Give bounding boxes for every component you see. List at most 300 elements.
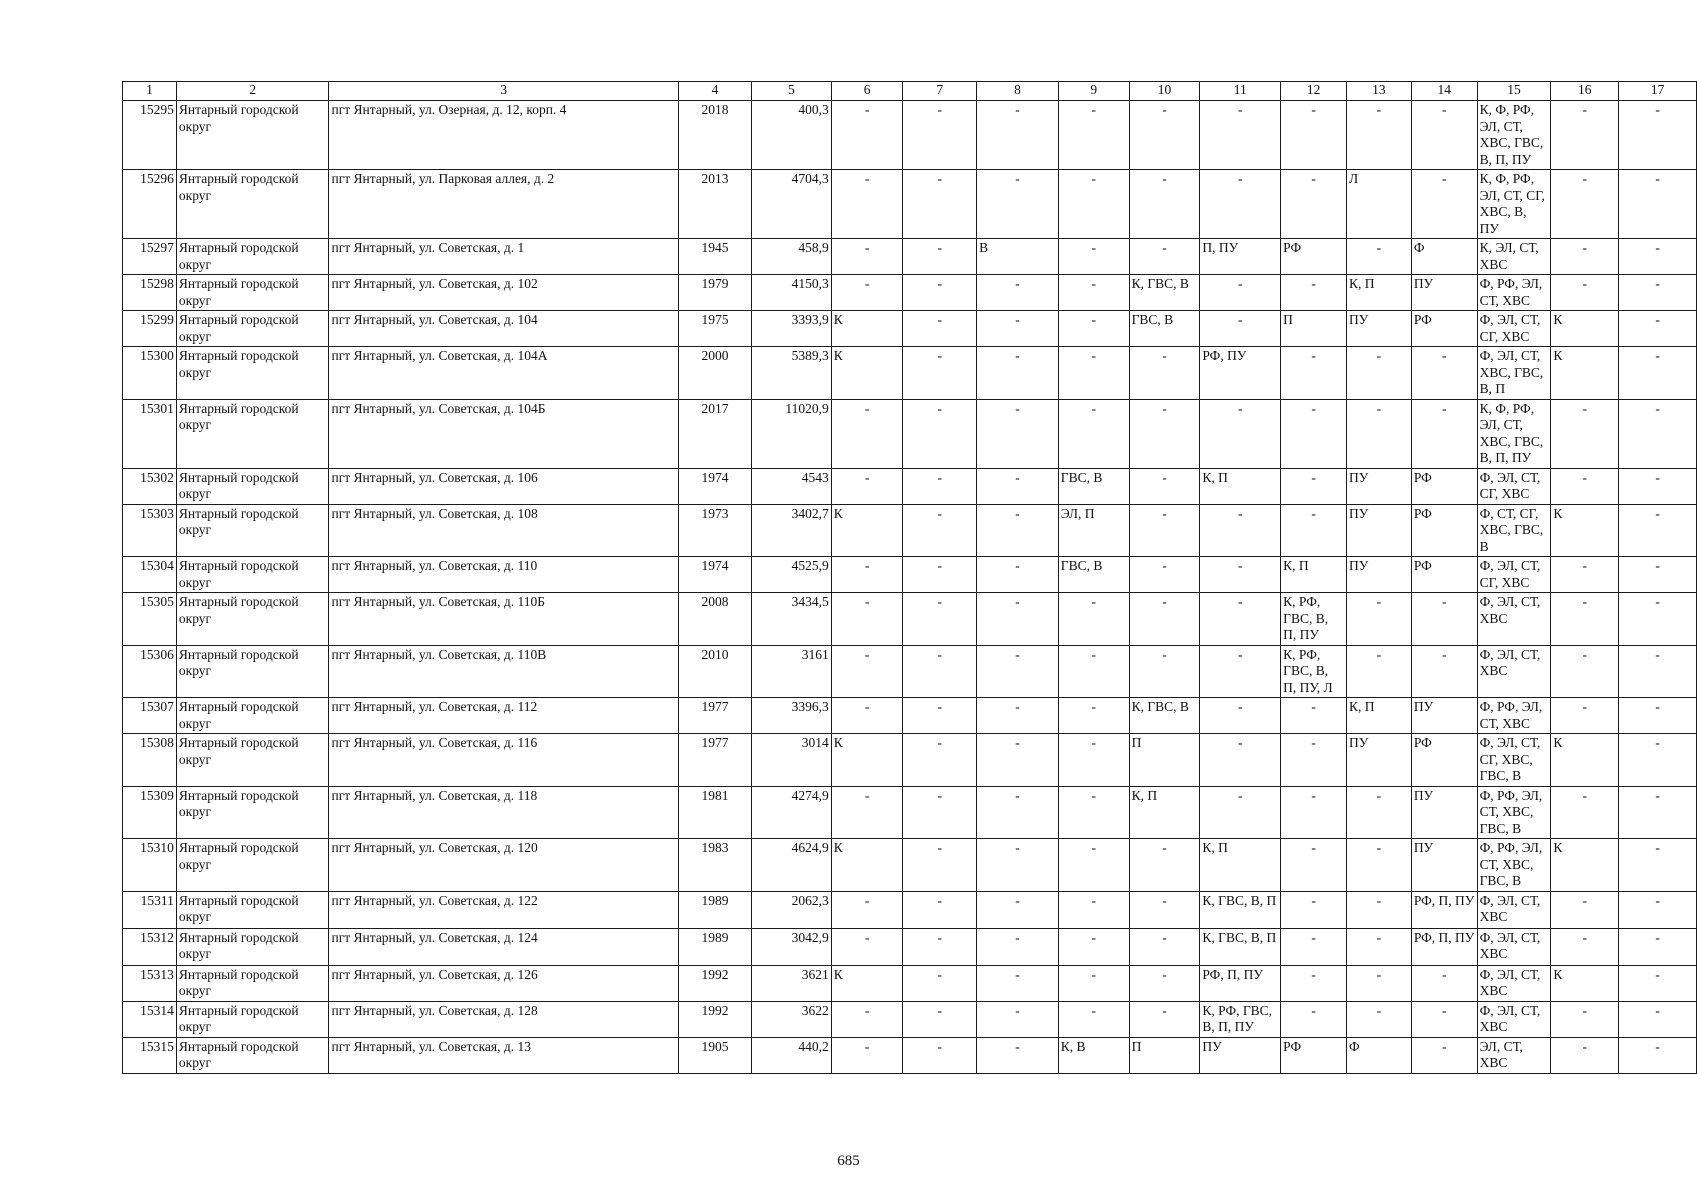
cell-col-9: ГВС, В	[1058, 557, 1129, 593]
cell-col-9: -	[1058, 698, 1129, 734]
cell-col-12: -	[1281, 504, 1347, 557]
cell-municipality: Янтарный городской округ	[176, 311, 329, 347]
cell-total-area: 3014	[751, 734, 831, 787]
cell-col-15: Ф, ЭЛ, СТ, ХВС	[1477, 645, 1551, 698]
cell-col-10: -	[1129, 504, 1200, 557]
cell-col-11: -	[1200, 101, 1281, 170]
cell-address: пгт Янтарный, ул. Советская, д. 108	[329, 504, 679, 557]
cell-municipality: Янтарный городской округ	[176, 891, 329, 928]
cell-address: пгт Янтарный, ул. Советская, д. 120	[329, 839, 679, 892]
cell-year-built: 2018	[679, 101, 752, 170]
column-header-16: 16	[1551, 82, 1619, 101]
cell-col-12: РФ	[1281, 239, 1347, 275]
cell-total-area: 458,9	[751, 239, 831, 275]
cell-col-8: -	[977, 734, 1059, 787]
cell-municipality: Янтарный городской округ	[176, 557, 329, 593]
table-row	[123, 399, 1697, 468]
cell-municipality: Янтарный городской округ	[176, 468, 329, 504]
cell-col-14: -	[1411, 593, 1477, 646]
table-row	[123, 311, 1697, 347]
cell-col-13: -	[1347, 593, 1412, 646]
table-row	[123, 645, 1697, 698]
cell-address: пгт Янтарный, ул. Советская, д. 106	[329, 468, 679, 504]
cell-col-12: РФ	[1281, 1037, 1347, 1073]
cell-col-12: -	[1281, 275, 1347, 311]
cell-col-6: -	[831, 170, 903, 239]
cell-year-built: 1973	[679, 504, 752, 557]
cell-col-9: -	[1058, 839, 1129, 892]
cell-col-9: -	[1058, 239, 1129, 275]
cell-col-7: -	[903, 239, 977, 275]
cell-col-10: К, ГВС, В	[1129, 275, 1200, 311]
cell-col-15: Ф, ЭЛ, СТ, СГ, ХВС	[1477, 311, 1551, 347]
cell-col-13: -	[1347, 239, 1412, 275]
cell-col-11: -	[1200, 504, 1281, 557]
cell-year-built: 1992	[679, 1001, 752, 1037]
cell-col-13: ПУ	[1347, 557, 1412, 593]
cell-col-16: К	[1551, 504, 1619, 557]
cell-col-11: РФ, П, ПУ	[1200, 965, 1281, 1001]
cell-col-9: -	[1058, 275, 1129, 311]
column-header-14: 14	[1411, 82, 1477, 101]
cell-col-11: ПУ	[1200, 1037, 1281, 1073]
cell-total-area: 3393,9	[751, 311, 831, 347]
cell-total-area: 2062,3	[751, 891, 831, 928]
cell-col-10: П	[1129, 734, 1200, 787]
cell-col-6: К	[831, 504, 903, 557]
cell-col-16: -	[1551, 239, 1619, 275]
cell-municipality: Янтарный городской округ	[176, 239, 329, 275]
cell-col-9: -	[1058, 645, 1129, 698]
cell-col-16: -	[1551, 275, 1619, 311]
cell-col-7: -	[903, 504, 977, 557]
cell-col-13: К, П	[1347, 698, 1412, 734]
cell-year-built: 1989	[679, 928, 752, 965]
cell-municipality: Янтарный городской округ	[176, 399, 329, 468]
column-header-17: 17	[1619, 82, 1697, 101]
cell-col-6: К	[831, 965, 903, 1001]
cell-year-built: 2010	[679, 645, 752, 698]
cell-municipality: Янтарный городской округ	[176, 839, 329, 892]
cell-col-16: -	[1551, 786, 1619, 839]
table-row	[123, 239, 1697, 275]
cell-col-6: -	[831, 101, 903, 170]
cell-col-6: -	[831, 399, 903, 468]
cell-col-9: -	[1058, 734, 1129, 787]
cell-address: пгт Янтарный, ул. Советская, д. 124	[329, 928, 679, 965]
cell-col-16: -	[1551, 1001, 1619, 1037]
column-header-8: 8	[977, 82, 1059, 101]
cell-col-13: -	[1347, 347, 1412, 400]
cell-address: пгт Янтарный, ул. Советская, д. 116	[329, 734, 679, 787]
cell-col-14: -	[1411, 645, 1477, 698]
cell-col-15: Ф, ЭЛ, СТ, ХВС	[1477, 928, 1551, 965]
cell-col-14: РФ	[1411, 734, 1477, 787]
cell-col-17: -	[1619, 275, 1697, 311]
page-number: 685	[837, 1153, 860, 1169]
cell-record-number: 15311	[123, 891, 177, 928]
cell-col-15: ЭЛ, СТ, ХВС	[1477, 1037, 1551, 1073]
cell-municipality: Янтарный городской округ	[176, 734, 329, 787]
cell-municipality: Янтарный городской округ	[176, 1001, 329, 1037]
column-header-5: 5	[751, 82, 831, 101]
cell-col-10: К, П	[1129, 786, 1200, 839]
table-row	[123, 1001, 1697, 1037]
cell-col-9: -	[1058, 891, 1129, 928]
cell-col-16: -	[1551, 645, 1619, 698]
cell-col-13: ПУ	[1347, 504, 1412, 557]
cell-col-16: К	[1551, 965, 1619, 1001]
cell-col-12: -	[1281, 101, 1347, 170]
cell-record-number: 15300	[123, 347, 177, 400]
cell-col-15: К, Ф, РФ, ЭЛ, СТ, ХВС, ГВС, В, П, ПУ	[1477, 399, 1551, 468]
cell-col-16: -	[1551, 891, 1619, 928]
column-header-10: 10	[1129, 82, 1200, 101]
cell-col-8: -	[977, 786, 1059, 839]
cell-year-built: 2017	[679, 399, 752, 468]
cell-record-number: 15295	[123, 101, 177, 170]
cell-col-11: -	[1200, 698, 1281, 734]
cell-col-15: Ф, ЭЛ, СТ, СГ, ХВС	[1477, 468, 1551, 504]
cell-col-7: -	[903, 468, 977, 504]
cell-col-17: -	[1619, 468, 1697, 504]
cell-col-17: -	[1619, 399, 1697, 468]
cell-col-16: -	[1551, 593, 1619, 646]
cell-municipality: Янтарный городской округ	[176, 170, 329, 239]
cell-col-14: -	[1411, 1001, 1477, 1037]
table-row	[123, 557, 1697, 593]
cell-address: пгт Янтарный, ул. Советская, д. 102	[329, 275, 679, 311]
column-header-9: 9	[1058, 82, 1129, 101]
cell-col-7: -	[903, 645, 977, 698]
cell-col-6: -	[831, 698, 903, 734]
cell-col-15: К, Ф, РФ, ЭЛ, СТ, СГ, ХВС, В, ПУ	[1477, 170, 1551, 239]
cell-address: пгт Янтарный, ул. Советская, д. 104	[329, 311, 679, 347]
cell-col-17: -	[1619, 928, 1697, 965]
cell-total-area: 4624,9	[751, 839, 831, 892]
column-header-6: 6	[831, 82, 903, 101]
cell-col-13: -	[1347, 891, 1412, 928]
cell-col-10: -	[1129, 468, 1200, 504]
cell-col-16: -	[1551, 1037, 1619, 1073]
cell-col-9: -	[1058, 786, 1129, 839]
cell-col-13: -	[1347, 101, 1412, 170]
cell-total-area: 4704,3	[751, 170, 831, 239]
cell-col-15: Ф, ЭЛ, СТ, ХВС	[1477, 965, 1551, 1001]
cell-col-9: -	[1058, 593, 1129, 646]
cell-municipality: Янтарный городской округ	[176, 1037, 329, 1073]
cell-col-16: -	[1551, 698, 1619, 734]
cell-col-9: -	[1058, 311, 1129, 347]
cell-address: пгт Янтарный, ул. Советская, д. 110Б	[329, 593, 679, 646]
cell-total-area: 440,2	[751, 1037, 831, 1073]
cell-col-17: -	[1619, 645, 1697, 698]
cell-col-16: -	[1551, 928, 1619, 965]
cell-col-10: -	[1129, 170, 1200, 239]
cell-col-12: -	[1281, 839, 1347, 892]
cell-col-11: К, РФ, ГВС, В, П, ПУ	[1200, 1001, 1281, 1037]
cell-year-built: 1979	[679, 275, 752, 311]
cell-total-area: 3396,3	[751, 698, 831, 734]
table-row	[123, 786, 1697, 839]
cell-col-7: -	[903, 399, 977, 468]
cell-col-17: -	[1619, 1037, 1697, 1073]
cell-col-10: -	[1129, 347, 1200, 400]
cell-col-9: -	[1058, 928, 1129, 965]
cell-address: пгт Янтарный, ул. Советская, д. 104Б	[329, 399, 679, 468]
cell-col-15: К, ЭЛ, СТ, ХВС	[1477, 239, 1551, 275]
cell-col-14: ПУ	[1411, 786, 1477, 839]
cell-col-15: Ф, СТ, СГ, ХВС, ГВС, В	[1477, 504, 1551, 557]
table-row	[123, 1037, 1697, 1073]
cell-year-built: 1983	[679, 839, 752, 892]
cell-total-area: 4274,9	[751, 786, 831, 839]
cell-municipality: Янтарный городской округ	[176, 698, 329, 734]
cell-col-6: К	[831, 839, 903, 892]
cell-col-12: -	[1281, 965, 1347, 1001]
cell-col-15: Ф, РФ, ЭЛ, СТ, ХВС	[1477, 275, 1551, 311]
cell-col-14: РФ	[1411, 557, 1477, 593]
cell-col-15: Ф, ЭЛ, СТ, ХВС, ГВС, В, П	[1477, 347, 1551, 400]
cell-col-6: -	[831, 645, 903, 698]
cell-col-11: -	[1200, 399, 1281, 468]
cell-col-16: -	[1551, 399, 1619, 468]
cell-col-14: ПУ	[1411, 275, 1477, 311]
cell-year-built: 2000	[679, 347, 752, 400]
housing-register-table	[122, 81, 1697, 1074]
cell-col-17: -	[1619, 734, 1697, 787]
cell-col-10: -	[1129, 399, 1200, 468]
cell-col-8: -	[977, 504, 1059, 557]
cell-col-7: -	[903, 170, 977, 239]
cell-col-8: -	[977, 468, 1059, 504]
cell-record-number: 15303	[123, 504, 177, 557]
cell-col-13: -	[1347, 399, 1412, 468]
cell-address: пгт Янтарный, ул. Советская, д. 128	[329, 1001, 679, 1037]
cell-total-area: 11020,9	[751, 399, 831, 468]
cell-col-12: -	[1281, 1001, 1347, 1037]
cell-col-15: Ф, РФ, ЭЛ, СТ, ХВС	[1477, 698, 1551, 734]
cell-col-9: ЭЛ, П	[1058, 504, 1129, 557]
cell-total-area: 3621	[751, 965, 831, 1001]
table-row	[123, 839, 1697, 892]
table-row	[123, 698, 1697, 734]
cell-col-15: Ф, ЭЛ, СТ, ХВС	[1477, 593, 1551, 646]
cell-col-8: -	[977, 928, 1059, 965]
table-row	[123, 734, 1697, 787]
cell-col-12: К, РФ, ГВС, В, П, ПУ	[1281, 593, 1347, 646]
cell-col-6: -	[831, 928, 903, 965]
cell-col-13: -	[1347, 1001, 1412, 1037]
cell-col-13: Л	[1347, 170, 1412, 239]
cell-col-8: -	[977, 1037, 1059, 1073]
column-header-13: 13	[1347, 82, 1412, 101]
cell-col-11: К, ГВС, В, П	[1200, 891, 1281, 928]
cell-col-12: -	[1281, 734, 1347, 787]
cell-address: пгт Янтарный, ул. Советская, д. 122	[329, 891, 679, 928]
cell-col-9: -	[1058, 1001, 1129, 1037]
cell-col-17: -	[1619, 786, 1697, 839]
cell-col-17: -	[1619, 504, 1697, 557]
cell-address: пгт Янтарный, ул. Советская, д. 13	[329, 1037, 679, 1073]
cell-record-number: 15310	[123, 839, 177, 892]
cell-col-15: Ф, ЭЛ, СТ, СГ, ХВС	[1477, 557, 1551, 593]
cell-col-12: -	[1281, 347, 1347, 400]
cell-col-12: -	[1281, 891, 1347, 928]
cell-year-built: 1945	[679, 239, 752, 275]
cell-col-14: -	[1411, 965, 1477, 1001]
table-row	[123, 347, 1697, 400]
cell-col-11: -	[1200, 557, 1281, 593]
cell-col-17: -	[1619, 311, 1697, 347]
cell-col-10: -	[1129, 928, 1200, 965]
cell-col-17: -	[1619, 1001, 1697, 1037]
cell-col-9: -	[1058, 347, 1129, 400]
cell-record-number: 15298	[123, 275, 177, 311]
cell-year-built: 1989	[679, 891, 752, 928]
cell-col-6: -	[831, 891, 903, 928]
cell-record-number: 15315	[123, 1037, 177, 1073]
cell-record-number: 15305	[123, 593, 177, 646]
cell-col-8: -	[977, 557, 1059, 593]
cell-col-8: -	[977, 645, 1059, 698]
cell-col-10: -	[1129, 645, 1200, 698]
cell-col-7: -	[903, 734, 977, 787]
cell-col-17: -	[1619, 557, 1697, 593]
cell-total-area: 4150,3	[751, 275, 831, 311]
cell-col-6: -	[831, 468, 903, 504]
cell-col-12: -	[1281, 468, 1347, 504]
column-header-12: 12	[1281, 82, 1347, 101]
column-header-2: 2	[176, 82, 329, 101]
cell-total-area: 3161	[751, 645, 831, 698]
column-header-15: 15	[1477, 82, 1551, 101]
cell-col-10: -	[1129, 557, 1200, 593]
cell-municipality: Янтарный городской округ	[176, 645, 329, 698]
cell-col-12: -	[1281, 928, 1347, 965]
cell-col-14: РФ	[1411, 311, 1477, 347]
cell-year-built: 1974	[679, 468, 752, 504]
cell-address: пгт Янтарный, ул. Озерная, д. 12, корп. 4	[329, 101, 679, 170]
cell-col-8: -	[977, 839, 1059, 892]
cell-col-13: -	[1347, 645, 1412, 698]
cell-col-13: Ф	[1347, 1037, 1412, 1073]
column-header-4: 4	[679, 82, 752, 101]
cell-col-6: К	[831, 734, 903, 787]
cell-col-14: -	[1411, 399, 1477, 468]
cell-col-10: К, ГВС, В	[1129, 698, 1200, 734]
cell-col-12: К, РФ, ГВС, В, П, ПУ, Л	[1281, 645, 1347, 698]
cell-col-14: РФ	[1411, 504, 1477, 557]
cell-col-14: РФ, П, ПУ	[1411, 928, 1477, 965]
cell-col-16: -	[1551, 170, 1619, 239]
cell-col-6: -	[831, 1001, 903, 1037]
cell-municipality: Янтарный городской округ	[176, 275, 329, 311]
cell-total-area: 4525,9	[751, 557, 831, 593]
cell-col-15: Ф, ЭЛ, СТ, ХВС	[1477, 891, 1551, 928]
cell-record-number: 15304	[123, 557, 177, 593]
cell-col-7: -	[903, 101, 977, 170]
cell-col-11: П, ПУ	[1200, 239, 1281, 275]
table-row	[123, 928, 1697, 965]
cell-col-16: -	[1551, 468, 1619, 504]
cell-col-6: -	[831, 786, 903, 839]
table-row	[123, 891, 1697, 928]
cell-col-6: -	[831, 239, 903, 275]
cell-record-number: 15309	[123, 786, 177, 839]
cell-total-area: 5389,3	[751, 347, 831, 400]
cell-col-7: -	[903, 557, 977, 593]
cell-col-12: -	[1281, 698, 1347, 734]
cell-col-11: РФ, ПУ	[1200, 347, 1281, 400]
cell-col-17: -	[1619, 239, 1697, 275]
cell-total-area: 3402,7	[751, 504, 831, 557]
cell-municipality: Янтарный городской округ	[176, 347, 329, 400]
cell-col-10: -	[1129, 101, 1200, 170]
cell-col-8: -	[977, 101, 1059, 170]
cell-col-7: -	[903, 839, 977, 892]
column-header-11: 11	[1200, 82, 1281, 101]
cell-year-built: 1974	[679, 557, 752, 593]
cell-col-9: ГВС, В	[1058, 468, 1129, 504]
cell-municipality: Янтарный городской округ	[176, 786, 329, 839]
cell-col-6: -	[831, 593, 903, 646]
cell-col-15: Ф, РФ, ЭЛ, СТ, ХВС, ГВС, В	[1477, 839, 1551, 892]
cell-col-15: Ф, ЭЛ, СТ, ХВС	[1477, 1001, 1551, 1037]
cell-col-7: -	[903, 891, 977, 928]
cell-col-12: К, П	[1281, 557, 1347, 593]
cell-col-8: -	[977, 891, 1059, 928]
cell-col-7: -	[903, 928, 977, 965]
cell-col-8: В	[977, 239, 1059, 275]
cell-col-11: -	[1200, 593, 1281, 646]
cell-municipality: Янтарный городской округ	[176, 928, 329, 965]
cell-col-10: -	[1129, 239, 1200, 275]
cell-col-17: -	[1619, 101, 1697, 170]
cell-municipality: Янтарный городской округ	[176, 593, 329, 646]
cell-year-built: 1992	[679, 965, 752, 1001]
cell-address: пгт Янтарный, ул. Советская, д. 1	[329, 239, 679, 275]
column-number-header-row	[123, 82, 1697, 101]
cell-col-11: -	[1200, 170, 1281, 239]
cell-col-15: Ф, ЭЛ, СТ, СГ, ХВС, ГВС, В	[1477, 734, 1551, 787]
cell-total-area: 4543	[751, 468, 831, 504]
cell-col-13: К, П	[1347, 275, 1412, 311]
cell-col-14: -	[1411, 101, 1477, 170]
cell-col-8: -	[977, 275, 1059, 311]
cell-col-11: К, П	[1200, 468, 1281, 504]
cell-col-17: -	[1619, 891, 1697, 928]
cell-municipality: Янтарный городской округ	[176, 101, 329, 170]
cell-col-10: ГВС, В	[1129, 311, 1200, 347]
cell-col-7: -	[903, 347, 977, 400]
cell-col-13: -	[1347, 928, 1412, 965]
cell-col-11: К, ГВС, В, П	[1200, 928, 1281, 965]
cell-address: пгт Янтарный, ул. Советская, д. 126	[329, 965, 679, 1001]
cell-col-7: -	[903, 311, 977, 347]
cell-col-11: К, П	[1200, 839, 1281, 892]
table-row	[123, 593, 1697, 646]
cell-col-10: -	[1129, 593, 1200, 646]
cell-address: пгт Янтарный, ул. Советская, д. 110В	[329, 645, 679, 698]
cell-col-14: -	[1411, 170, 1477, 239]
cell-col-10: -	[1129, 839, 1200, 892]
cell-record-number: 15297	[123, 239, 177, 275]
cell-col-13: ПУ	[1347, 311, 1412, 347]
table-row	[123, 101, 1697, 170]
cell-col-9: -	[1058, 101, 1129, 170]
cell-col-11: -	[1200, 734, 1281, 787]
